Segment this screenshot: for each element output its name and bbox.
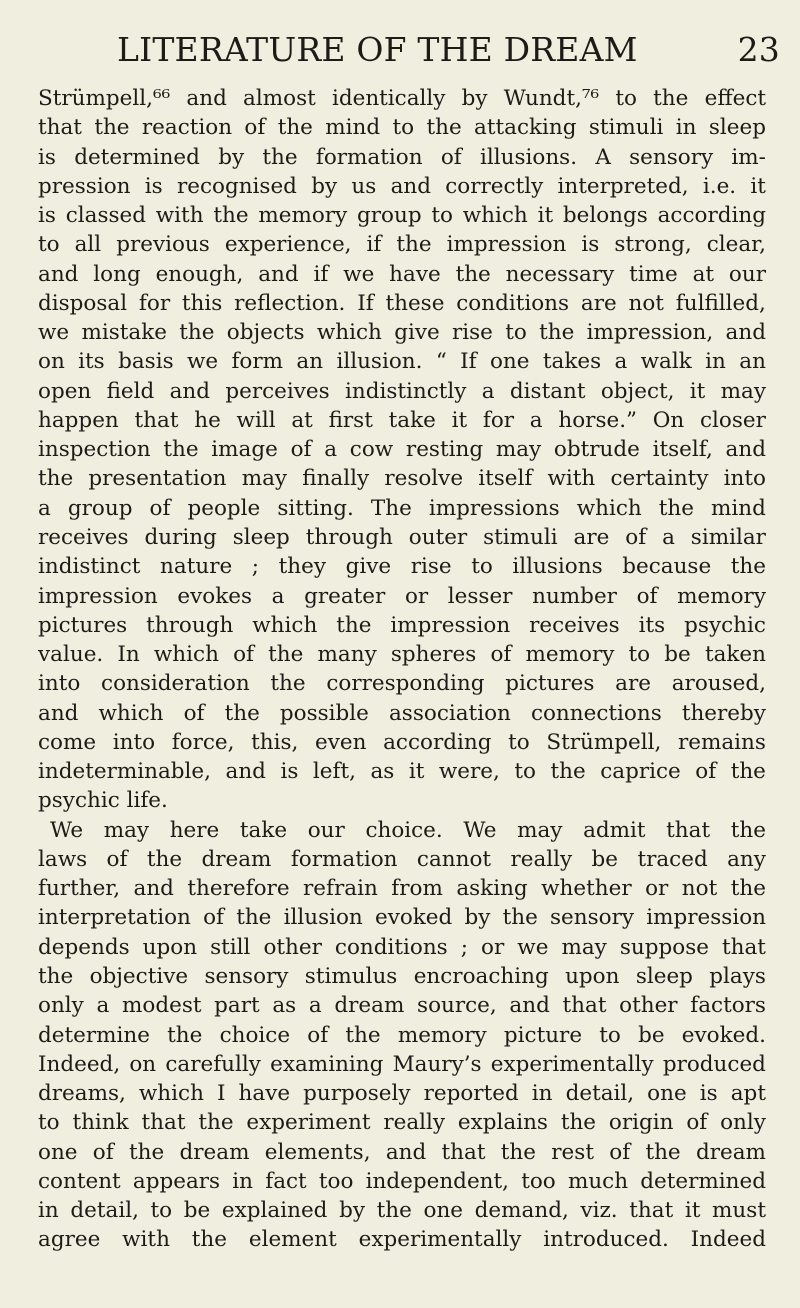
text-line: and which of the possible association connections thereby: [38, 700, 766, 726]
text-line: only a modest part as a dream source, and that other factors: [38, 993, 766, 1019]
page-number: 23: [737, 30, 780, 69]
text-line: indistinct nature ; they give rise to illusions because the: [38, 554, 766, 580]
text-line: the presentation may finally resolve itself with certainty into: [38, 466, 766, 492]
text-line: come into force, this, even according to Strümpell, remains: [38, 729, 766, 755]
text-line: pictures through which the impression receives its psychic: [38, 612, 766, 638]
text-line: to think that the experiment really explains the origin of only: [38, 1110, 766, 1136]
text-line: psychic life.: [38, 788, 168, 814]
text-line: determine the choice of the memory picture to be evoked.: [38, 1022, 766, 1048]
text-line: is classed with the memory group to which it belongs according: [38, 203, 766, 229]
text-line: on its basis we form an illusion. “ If one takes a walk in an: [38, 349, 766, 375]
text-line: inspection the image of a cow resting may obtrude itself, and: [38, 437, 766, 463]
text-line: that the reaction of the mind to the attacking stimuli in sleep: [38, 115, 766, 141]
text-line: in detail, to be explained by the one demand, viz. that it must: [38, 1198, 766, 1224]
text-line: receives during sleep through outer stimuli are of a similar: [38, 524, 766, 550]
text-line: value. In which of the many spheres of memory to be taken: [38, 642, 766, 668]
text-line: We may here take our choice. We may admit that the: [50, 817, 766, 843]
text-line: into consideration the corresponding pictures are aroused,: [38, 671, 766, 697]
text-line: content appears in fact too independent, too much determined: [38, 1168, 766, 1194]
text-line: further, and therefore refrain from asking whether or not the: [38, 876, 766, 902]
text-line: laws of the dream formation cannot really be traced any: [38, 846, 766, 872]
text-line: interpretation of the illusion evoked by the sensory impression: [38, 905, 766, 931]
text-line: the objective sensory stimulus encroaching upon sleep plays: [38, 963, 766, 989]
text-line: to all previous experience, if the impression is strong, clear,: [38, 232, 766, 258]
text-line: happen that he will at first take it for a horse.” On closer: [38, 407, 766, 433]
text-line: pression is recognised by us and correctly interpreted, i.e. it: [38, 173, 766, 199]
text-line: one of the dream elements, and that the rest of the dream: [38, 1139, 766, 1165]
text-line: disposal for this reflection. If these conditions are not fulfilled,: [38, 290, 766, 316]
text-line: we mistake the objects which give rise to the impression, and: [38, 320, 766, 346]
text-line: agree with the element experimentally introduced. Indeed: [38, 1227, 766, 1253]
text-line: and long enough, and if we have the necessary time at our: [38, 261, 766, 287]
body-text: [38, 84, 766, 1255]
text-line: a group of people sitting. The impressions which the mind: [38, 495, 766, 521]
text-line: dreams, which I have purposely reported in detail, one is apt: [38, 1081, 766, 1107]
text-line: is determined by the formation of illusions. A sensory im-: [38, 144, 766, 170]
text-line: open field and perceives indistinctly a distant object, it may: [38, 378, 766, 404]
text-line: Indeed, on carefully examining Maury’s experimentally produced: [38, 1051, 766, 1077]
text-line: indeterminable, and is left, as it were, to the caprice of the: [38, 759, 766, 785]
running-head: [117, 30, 780, 70]
text-line: Strümpell,⁶⁶ and almost identically by Wundt,⁷⁶ to the effect: [38, 86, 766, 111]
text-line: depends upon still other conditions ; or we may suppose that: [38, 934, 766, 960]
running-title: LITERATURE OF THE DREAM: [117, 30, 638, 69]
text-line: impression evokes a greater or lesser number of memory: [38, 583, 766, 609]
